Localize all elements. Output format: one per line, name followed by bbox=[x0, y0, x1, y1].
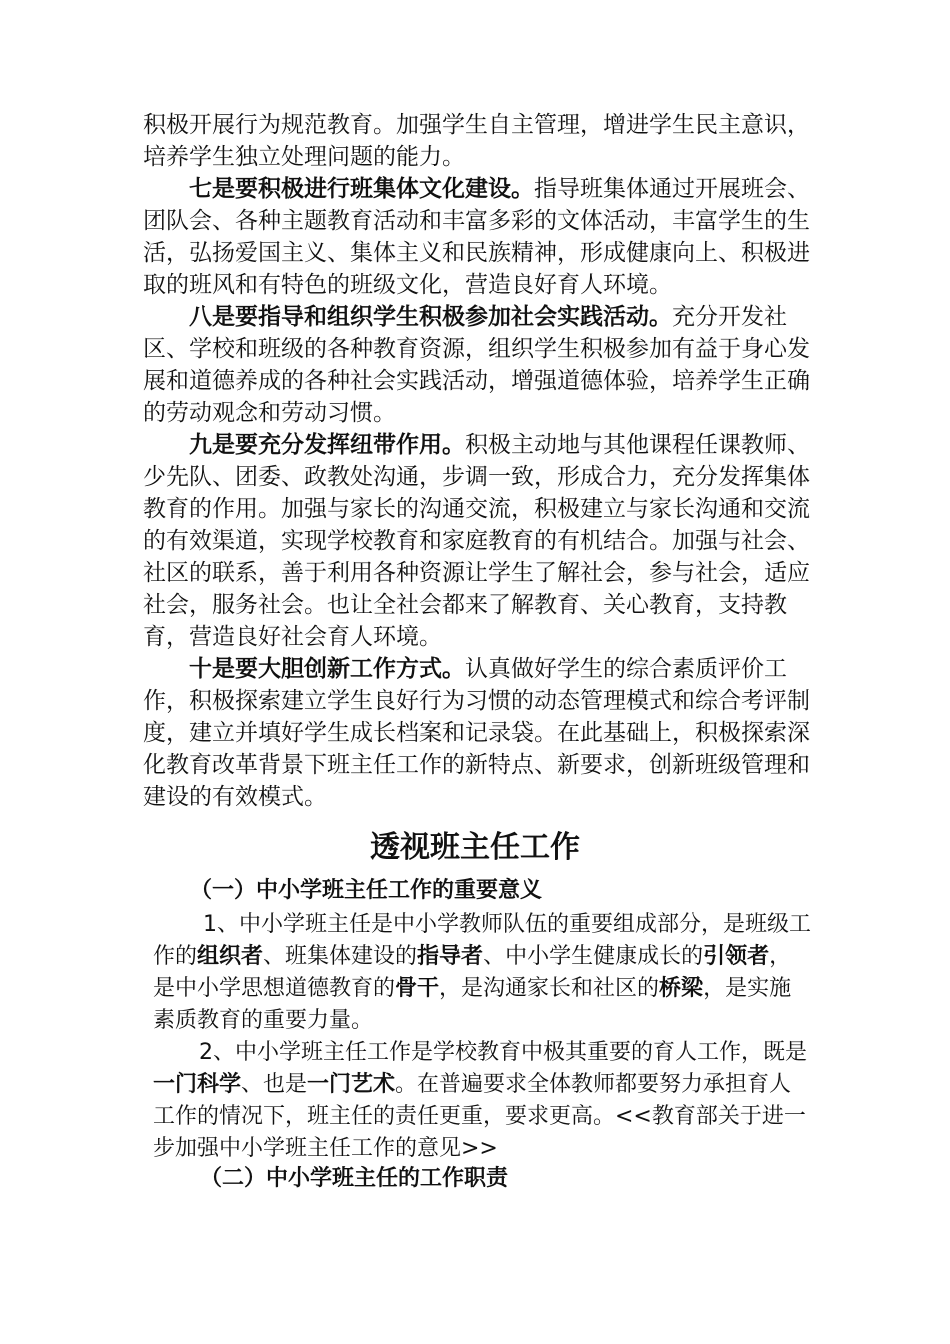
item-text: 。在普遍要求全体教师都要努力承担育人工作的情况下，班主任的责任更重，要求更高。<<教育部关于进一步加强中小学班主任工作的意见>> bbox=[153, 1072, 806, 1161]
list-item-significance-1 bbox=[153, 909, 813, 1037]
keyword-bridge: 桥梁 bbox=[659, 976, 704, 1001]
paragraph-text: 积极开展行为规范教育。加强学生自主管理，增进学生民主意识，培养学生独立处理问题的能力。 bbox=[143, 112, 810, 170]
item-text: ，是实施素质教育的重要力量。 bbox=[153, 976, 792, 1033]
point-heading: 九是要充分发挥纽带作用。 bbox=[189, 432, 465, 458]
keyword-backbone: 骨干 bbox=[395, 976, 440, 1001]
keyword-leader: 引领者 bbox=[703, 944, 770, 969]
paragraph-text: 积极主动地与其他课程任课教师、少先队、团委、政教处沟通，步调一致，形成合力，充分发挥集体教育的作用。加强与家长的沟通交流，积极建立与家长沟通和交流的有效渠道，实现学校教育和家庭教育的有机结合。加强与社会、社区的联系，善于利用各种资源让学生了解社会，参与社会，适应社会，服务社会。也让全社会都来了解教育、关心教育，支持教育，营造良好社会育人环境。 bbox=[143, 432, 810, 650]
paragraph-text: 认真做好学生的综合素质评价工作，积极探索建立学生良好行为习惯的动态管理模式和综合考评制度，建立并填好学生成长档案和记录袋。在此基础上，积极探索深化教育改革背景下班主任工作的新特点、新要求，创新班级管理和建设的有效模式。 bbox=[143, 656, 810, 810]
subsection-heading-duties: （二）中小学班主任的工作职责 bbox=[200, 1166, 509, 1191]
section-title: 透视班主任工作 bbox=[370, 830, 580, 865]
paragraph-behavior-education bbox=[143, 109, 818, 173]
paragraph-point-ten bbox=[143, 653, 818, 813]
item-text: ，是中小学思想道德教育的 bbox=[153, 944, 792, 1001]
item-text: 、也是 bbox=[241, 1072, 308, 1097]
point-heading: 八是要指导和组织学生积极参加社会实践活动。 bbox=[189, 304, 672, 330]
item-text: 、中小学生健康成长的 bbox=[483, 944, 704, 969]
point-heading: 七是要积极进行班集体文化建设。 bbox=[189, 176, 534, 202]
item-text: 1、中小学班主任是中小学教师队伍的重要组成部分，是班级工作的 bbox=[153, 912, 811, 969]
paragraph-point-eight bbox=[143, 301, 818, 429]
subsection-heading-significance: （一）中小学班主任工作的重要意义 bbox=[190, 878, 543, 903]
item-text: 、班集体建设的 bbox=[263, 944, 418, 969]
paragraph-text: 充分开发社区、学校和班级的各种教育资源，组织学生积极参加有益于身心发展和道德养成的各种社会实践活动，增强道德体验，培养学生正确的劳动观念和劳动习惯。 bbox=[143, 304, 810, 426]
keyword-science: 一门科学 bbox=[153, 1072, 242, 1097]
point-heading: 十是要大胆创新工作方式。 bbox=[189, 656, 465, 682]
list-item-significance-2 bbox=[153, 1037, 813, 1165]
keyword-guide: 指导者 bbox=[417, 944, 484, 969]
paragraph-point-seven bbox=[143, 173, 818, 301]
keyword-organizer: 组织者 bbox=[197, 944, 264, 969]
item-text: 2、中小学班主任工作是学校教育中极其重要的育人工作，既是 bbox=[199, 1040, 807, 1065]
paragraph-point-nine bbox=[143, 429, 818, 653]
item-text: ，是沟通家长和社区的 bbox=[439, 976, 660, 1001]
keyword-art: 一门艺术 bbox=[307, 1072, 396, 1097]
paragraph-text: 指导班集体通过开展班会、团队会、各种主题教育活动和丰富多彩的文体活动，丰富学生的生活，弘扬爱国主义、集体主义和民族精神，形成健康向上、积极进取的班风和有特色的班级文化，营造良好育人环境。 bbox=[143, 176, 810, 298]
